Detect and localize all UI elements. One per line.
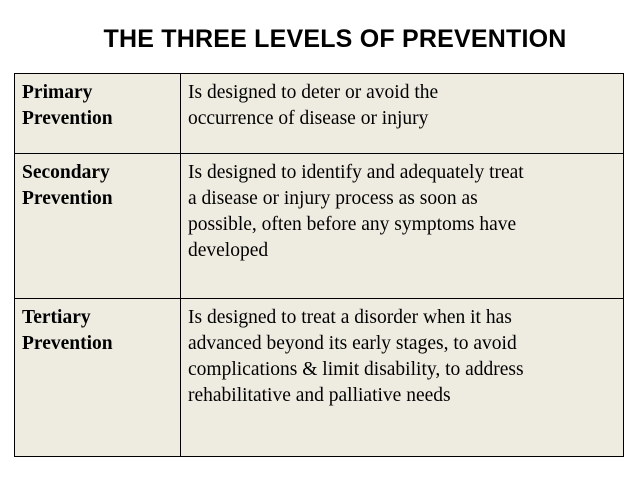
row-description-line: complications & limit disability, to address — [188, 359, 524, 380]
row-label-line: Prevention — [22, 333, 113, 354]
row-description-line: Is designed to deter or avoid the — [188, 82, 439, 103]
row-label-line: Prevention — [22, 188, 113, 209]
row-description-line: a disease or injury process as soon as — [188, 188, 478, 209]
prevention-levels-table — [14, 73, 624, 457]
row-label-primary — [15, 74, 181, 154]
row-description-secondary — [181, 154, 624, 299]
page-title: THE THREE LEVELS OF PREVENTION — [103, 25, 567, 53]
row-description-primary — [181, 74, 624, 154]
row-label-line: Tertiary — [22, 307, 91, 328]
row-description-line: advanced beyond its early stages, to avoid — [188, 333, 517, 354]
table-row-primary — [15, 74, 624, 154]
row-label-secondary — [15, 154, 181, 299]
row-label-line: Secondary — [22, 162, 110, 183]
row-description-line: occurrence of disease or injury — [188, 108, 429, 129]
row-label-line: Primary — [22, 82, 93, 103]
row-description-line: rehabilitative and palliative needs — [188, 385, 451, 406]
row-description-line: Is designed to treat a disorder when it has — [188, 307, 512, 328]
row-description-line: possible, often before any symptoms have — [188, 214, 517, 235]
row-label-line: Prevention — [22, 108, 113, 129]
row-label-tertiary — [15, 299, 181, 457]
row-description-line: Is designed to identify and adequately treat — [188, 162, 524, 183]
row-description-tertiary — [181, 299, 624, 457]
table-row-tertiary — [15, 299, 624, 457]
table-row-secondary — [15, 154, 624, 299]
row-description-line: developed — [188, 240, 269, 261]
